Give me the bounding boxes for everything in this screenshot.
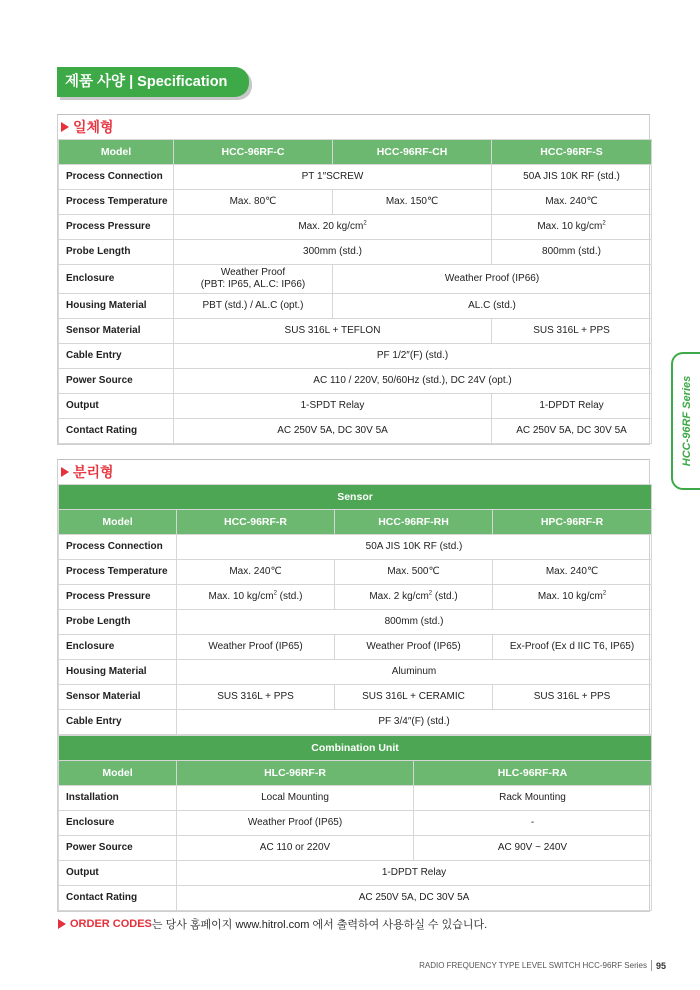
table-row: [59, 344, 652, 369]
table-cell: Max. 500℃: [335, 560, 493, 585]
table-row: [59, 294, 652, 319]
superscript: 2: [602, 220, 606, 227]
footer-text: RADIO FREQUENCY TYPE LEVEL SWITCH HCC-96RF Series: [419, 961, 647, 970]
header-model-hpc: HPC-96RF-R: [493, 510, 652, 535]
sensor-group-header: Sensor: [59, 485, 652, 510]
table-cell: AC 110 or 220V: [177, 836, 414, 861]
table-cell: Weather Proof (IP65): [177, 811, 414, 836]
table-row: [59, 265, 652, 294]
superscript: 2: [273, 590, 277, 597]
table-row: [59, 394, 652, 419]
table-row: [59, 635, 652, 660]
separate-heading-label: 분리형: [73, 464, 114, 480]
row-label: Probe Length: [59, 240, 174, 265]
table-cell: AC 250V 5A, DC 30V 5A: [174, 419, 492, 444]
row-label: Power Source: [59, 369, 174, 394]
row-label: Enclosure: [59, 635, 177, 660]
integrated-spec-table: [58, 139, 652, 444]
header-model: Model: [59, 140, 174, 165]
combination-spec-table: [58, 735, 652, 911]
row-label: Installation: [59, 786, 177, 811]
integrated-heading-label: 일체형: [73, 119, 114, 135]
header-model-hlc-r: HLC-96RF-R: [177, 761, 414, 786]
table-row: [59, 786, 652, 811]
table-cell: Max. 240℃: [493, 560, 652, 585]
table-cell: SUS 316L + TEFLON: [174, 319, 492, 344]
series-side-label: HCC-96RF Series: [680, 375, 693, 467]
table-cell: AC 250V 5A, DC 30V 5A: [492, 419, 652, 444]
order-codes-text: 는 당사 홈페이지 www.hitrol.com 에서 출력하여 사용하실 수 있습니다.: [151, 919, 488, 931]
table-row: [59, 535, 652, 560]
table-cell: Max. 150℃: [333, 190, 492, 215]
table-cell: Max. 240℃: [177, 560, 335, 585]
table-row: [59, 861, 652, 886]
cell-text: Max. 10 kg/cm: [537, 221, 603, 232]
group-header-row: [59, 736, 652, 761]
separate-heading: [58, 460, 649, 484]
row-label: Probe Length: [59, 610, 177, 635]
table-cell: 1-DPDT Relay: [177, 861, 652, 886]
table-cell: AL.C (std.): [333, 294, 652, 319]
row-label: Cable Entry: [59, 344, 174, 369]
combination-group-header: Combination Unit: [59, 736, 652, 761]
row-label: Sensor Material: [59, 319, 174, 344]
table-cell: Weather Proof (IP65): [335, 635, 493, 660]
series-side-tab: [671, 352, 700, 490]
header-model-hlc-ra: HLC-96RF-RA: [414, 761, 652, 786]
superscript: 2: [602, 590, 607, 597]
table-row: [59, 215, 652, 240]
table-cell: Max. 80℃: [174, 190, 333, 215]
table-cell: PF 3/4″(F) (std.): [177, 710, 652, 735]
cell-text: Max. 10 kg/cm: [537, 591, 603, 602]
group-header-row: [59, 485, 652, 510]
cell-text: Max. 2 kg/cm: [369, 591, 429, 602]
row-label: Enclosure: [59, 265, 174, 294]
header-model: Model: [59, 761, 177, 786]
separate-type-section: [57, 459, 650, 912]
table-row: [59, 419, 652, 444]
order-codes-note: [58, 916, 487, 932]
header-model-s: HCC-96RF-S: [492, 140, 652, 165]
table-row: [59, 836, 652, 861]
row-label: Process Connection: [59, 535, 177, 560]
row-label: Enclosure: [59, 811, 177, 836]
table-cell: Rack Mounting: [414, 786, 652, 811]
row-label: Process Temperature: [59, 560, 177, 585]
table-row: [59, 660, 652, 685]
triangle-bullet-icon: [58, 919, 66, 929]
table-cell: Weather Proof (IP66): [333, 265, 652, 294]
table-cell: 800mm (std.): [492, 240, 652, 265]
table-cell: 1-SPDT Relay: [174, 394, 492, 419]
row-label: Process Pressure: [59, 585, 177, 610]
table-cell: [492, 215, 652, 240]
table-row: [59, 165, 652, 190]
cell-text: (std.): [276, 591, 303, 602]
triangle-bullet-icon: [61, 467, 69, 477]
row-label: Process Temperature: [59, 190, 174, 215]
table-cell: SUS 316L + PPS: [177, 685, 335, 710]
row-label: Housing Material: [59, 660, 177, 685]
table-row: [59, 585, 652, 610]
table-cell: PBT (std.) / AL.C (opt.): [174, 294, 333, 319]
page-footer: [419, 960, 666, 971]
triangle-bullet-icon: [61, 122, 69, 132]
table-cell: Local Mounting: [177, 786, 414, 811]
table-cell: [174, 265, 333, 294]
table-cell: [335, 585, 493, 610]
row-label: Housing Material: [59, 294, 174, 319]
superscript: 2: [428, 590, 433, 597]
header-model: Model: [59, 510, 177, 535]
sensor-spec-table: [58, 484, 652, 735]
cell-text: (std.): [432, 591, 458, 602]
superscript: 2: [363, 220, 367, 227]
row-label: Process Connection: [59, 165, 174, 190]
integrated-heading: [58, 115, 649, 139]
row-label: Contact Rating: [59, 886, 177, 911]
header-model-ch: HCC-96RF-CH: [333, 140, 492, 165]
table-header-row: [59, 140, 652, 165]
row-label: Sensor Material: [59, 685, 177, 710]
table-cell: [177, 585, 335, 610]
table-row: [59, 811, 652, 836]
header-model-r: HCC-96RF-R: [177, 510, 335, 535]
table-cell: Max. 240℃: [492, 190, 652, 215]
table-cell: [174, 215, 492, 240]
row-label: Contact Rating: [59, 419, 174, 444]
table-row: [59, 886, 652, 911]
table-cell: 50A JIS 10K RF (std.): [492, 165, 652, 190]
table-cell: 300mm (std.): [174, 240, 492, 265]
table-cell: Weather Proof (IP65): [177, 635, 335, 660]
table-cell: [493, 585, 652, 610]
table-row: [59, 710, 652, 735]
header-model-c: HCC-96RF-C: [174, 140, 333, 165]
row-label: Output: [59, 861, 177, 886]
footer-divider: [651, 960, 652, 971]
cell-text: Max. 10 kg/cm: [208, 591, 274, 602]
cell-text: Max. 20 kg/cm: [298, 221, 364, 232]
row-label: Power Source: [59, 836, 177, 861]
header-model-rh: HCC-96RF-RH: [335, 510, 493, 535]
table-header-row: [59, 510, 652, 535]
table-header-row: [59, 761, 652, 786]
cell-line: Weather Proof: [220, 267, 286, 278]
table-row: [59, 190, 652, 215]
page-title: 제품 사양 | Specification: [57, 67, 249, 97]
table-cell: PF 1/2″(F) (std.): [174, 344, 652, 369]
integrated-type-section: [57, 114, 650, 445]
table-cell: 800mm (std.): [177, 610, 652, 635]
table-cell: 1-DPDT Relay: [492, 394, 652, 419]
table-cell: AC 250V 5A, DC 30V 5A: [177, 886, 652, 911]
table-cell: AC 90V ~ 240V: [414, 836, 652, 861]
table-row: [59, 240, 652, 265]
row-label: Process Pressure: [59, 215, 174, 240]
table-cell: SUS 316L + CERAMIC: [335, 685, 493, 710]
cell-line: (PBT: IP65, AL.C: IP66): [200, 279, 306, 290]
table-cell: 50A JIS 10K RF (std.): [177, 535, 652, 560]
table-cell: SUS 316L + PPS: [492, 319, 652, 344]
row-label: Cable Entry: [59, 710, 177, 735]
table-row: [59, 560, 652, 585]
table-row: [59, 610, 652, 635]
table-cell: -: [414, 811, 652, 836]
table-row: [59, 369, 652, 394]
table-cell: SUS 316L + PPS: [493, 685, 652, 710]
table-cell: Aluminum: [177, 660, 652, 685]
page-number: 95: [655, 960, 666, 971]
table-cell: AC 110 / 220V, 50/60Hz (std.), DC 24V (opt.): [174, 369, 652, 394]
table-cell: PT 1″SCREW: [174, 165, 492, 190]
table-row: [59, 319, 652, 344]
table-cell: Ex-Proof (Ex d IIC T6, IP65): [493, 635, 652, 660]
table-row: [59, 685, 652, 710]
row-label: Output: [59, 394, 174, 419]
order-codes-label: ORDER CODES: [70, 918, 152, 930]
